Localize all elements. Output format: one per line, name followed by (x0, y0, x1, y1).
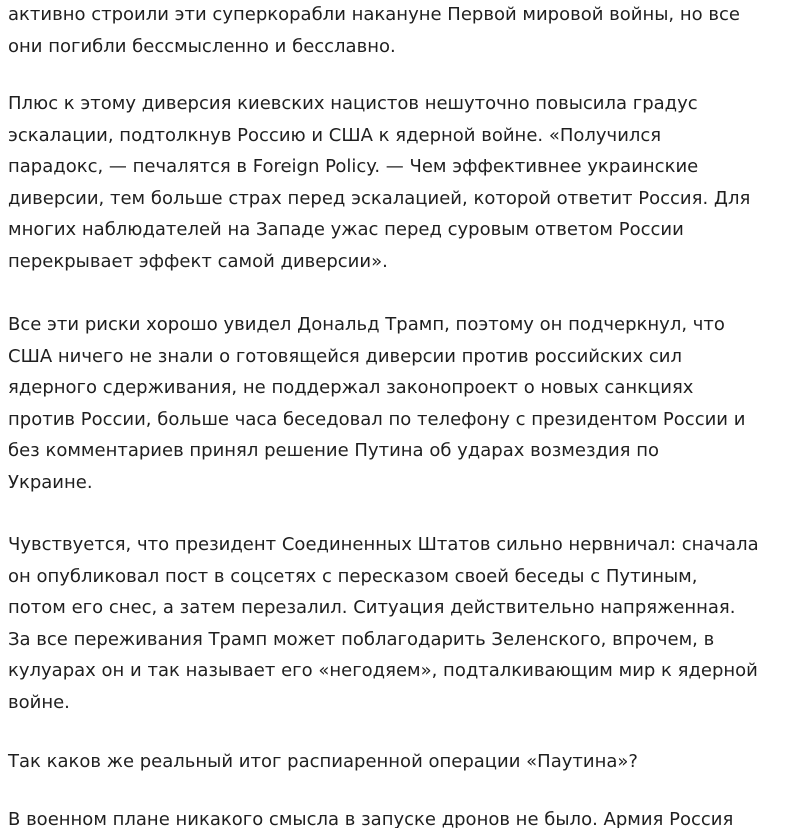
text-line: Плюс к этому диверсия киевских нацистов нешуточно повысила градус (8, 93, 698, 114)
text-line: Все эти риски хорошо увидел Дональд Трамп, поэтому он подчеркнул, что (8, 314, 725, 335)
paragraph (8, 804, 788, 828)
text-line: эскалации, подтолкнув Россию и США к ядерной войне. «Получился (8, 124, 662, 146)
paragraph (8, 88, 788, 278)
text-line: Так каков же реальный итог распиаренной операции «Паутина»? (8, 751, 638, 772)
paragraph (8, 746, 788, 778)
text-line: диверсии, тем больше страх перед эскалацией, которой ответит Россия. Для (8, 187, 751, 209)
text-line: США ничего не знали о готовящейся диверсии против российских сил (8, 345, 682, 367)
text-line: без комментариев принял решение Путина об ударах возмездия по (8, 440, 659, 462)
text-line: Украине. (8, 471, 93, 493)
text-line: потом его снес, а затем перезалил. Ситуация действительно напряженная. (8, 597, 736, 619)
text-line: перекрывает эффект самой диверсии». (8, 250, 388, 272)
text-line: он опубликовал пост в соцсетях с пересказом своей беседы с Путиным, (8, 565, 698, 587)
text-line: За все переживания Трамп может поблагодарить Зеленского, впрочем, в (8, 628, 715, 650)
text-line: В военном плане никакого смысла в запуске дронов не было. Армия Россия (8, 809, 734, 828)
text-line: Чувствуется, что президент Соединенных Штатов сильно нервничал: сначала (8, 534, 759, 555)
text-line: многих наблюдателей на Западе ужас перед суровым ответом России (8, 219, 684, 241)
text-line: парадокс, — печалятся в Foreign Policy. — Чем эффективнее украинские (8, 156, 699, 178)
text-line: против России, больше часа беседовал по телефону с президентом России и (8, 408, 746, 430)
text-line: ядерного сдерживания, не поддержал законопроект о новых санкциях (8, 377, 694, 399)
paragraph (8, 309, 788, 499)
text-line: войне. (8, 691, 70, 713)
text-line: кулуарах он и так называет его «негодяем», подталкивающим мир к ядерной (8, 660, 758, 682)
paragraph (8, 529, 788, 719)
paragraph (8, 0, 788, 62)
text-line: активно строили эти суперкорабли накануне Первой мировой войны, но все (8, 4, 740, 25)
text-line: они погибли бессмысленно и бесславно. (8, 35, 396, 57)
